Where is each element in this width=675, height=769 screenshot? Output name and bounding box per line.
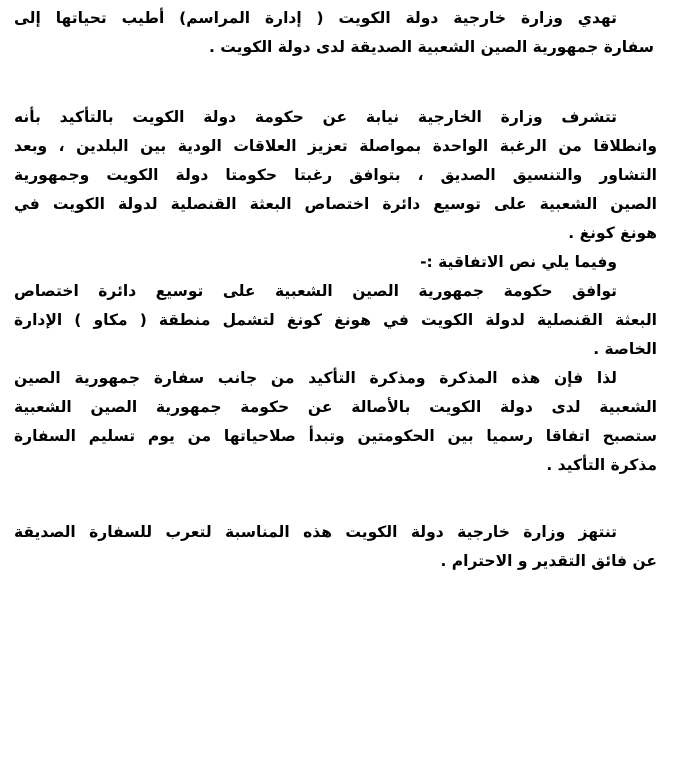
paragraph-closing [14, 518, 657, 576]
text-line: البعثة القنصلية لدولة الكويت في هونغ كونغ لتشمل منطقة ( مكاو ) الإدارة [14, 311, 657, 329]
text-line: تهدي وزارة خارجية دولة الكويت ( إدارة المراسم) أطيب تحياتها إلى [14, 9, 617, 27]
text-line: تتشرف وزارة الخارجية نيابة عن حكومة دولة الكويت بالتأكيد بأنه [14, 108, 617, 126]
text-line: هونغ كونغ . [568, 224, 657, 242]
text-line: ستصبح اتفاقا رسميا بين الحكومتين وتبدأ صلاحياتها من يوم تسليم السفارة [14, 427, 657, 445]
text-line: عن فائق التقدير و الاحترام . [440, 552, 657, 570]
paragraph-spacer [14, 480, 657, 518]
paragraph-spacer [14, 62, 657, 103]
text-line: الصين الشعبية على توسيع دائرة اختصاص البعثة القنصلية لدولة الكويت في [14, 195, 657, 213]
text-line: لذا فإن هذه المذكرة ومذكرة التأكيد من جانب سفارة جمهورية الصين [14, 369, 617, 387]
paragraph-agreement-text [14, 277, 657, 364]
text-line: توافق حكومة جمهورية الصين الشعبية على توسيع دائرة اختصاص [14, 282, 617, 300]
paragraph-greeting [14, 4, 657, 62]
paragraph-effect-clause [14, 364, 657, 480]
text-line: وانطلاقا من الرغبة الواحدة بمواصلة تعزيز العلاقات الودية بين البلدين ، وبعد [14, 137, 657, 155]
text-line: الشعبية لدى دولة الكويت بالأصالة عن حكومة جمهورية الصين الشعبية [14, 398, 657, 416]
text-line: سفارة جمهورية الصين الشعبية الصديقة لدى دولة الكويت . [208, 38, 654, 56]
text-line: الخاصة . [593, 340, 657, 358]
diplomatic-note-body [14, 4, 657, 576]
paragraph-confirmation [14, 103, 657, 248]
text-line: مذكرة التأكيد . [546, 456, 657, 474]
text-line: وفيما يلي نص الاتفاقية :- [420, 253, 617, 271]
paragraph-agreement-intro [14, 248, 657, 277]
text-line: تنتهز وزارة خارجية دولة الكويت هذه المناسبة لتعرب للسفارة الصديقة [14, 523, 617, 541]
text-line: التشاور والتنسيق الصديق ، بتوافق رغبتا حكومتا دولة الكويت وجمهورية [14, 166, 657, 184]
